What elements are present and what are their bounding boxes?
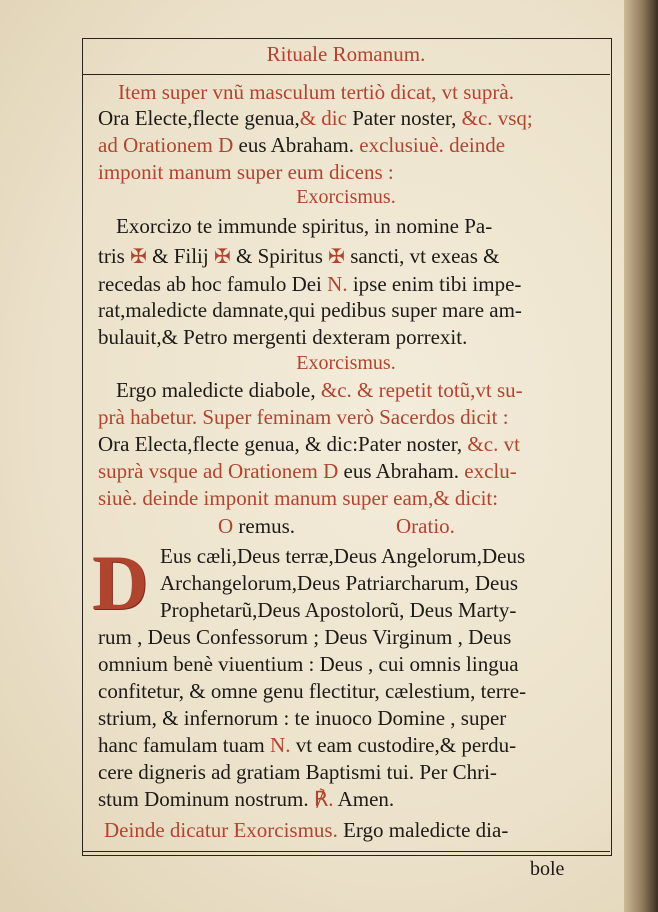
para1-line-4: imponit manum super eum dicens : <box>98 160 394 184</box>
cross-icon: ✠ <box>328 246 345 268</box>
para3-line-2: prà habetur. Super feminam verò Sacerdos dicit : <box>98 405 509 429</box>
prayer-line-10: stum Dominum nostrum. ℟. Amen. <box>98 787 395 811</box>
para2-line-4: rat,maledicte damnate,qui pedibus super mare am- <box>98 298 522 322</box>
oratio-label: Oratio. <box>396 514 455 538</box>
running-header: Rituale Romanum. <box>266 42 426 66</box>
para3-line-1: Ergo maledicte diabole, &c. & repetit totũ,vt su- <box>116 378 523 402</box>
para1-line-3: ad Orationem D eus Abraham. exclusiuè. deinde <box>98 133 506 157</box>
exorcismus-heading-2: Exorcismus. <box>296 352 396 374</box>
para3-line-5: siuè. deinde imponit manum super eam,& dicit: <box>98 486 499 510</box>
para2-line-3: recedas ab hoc famulo Dei N. ipse enim tibi impe- <box>98 272 522 296</box>
drop-cap-initial: D <box>92 539 149 626</box>
final-line: Deinde dicatur Exorcismus. Ergo maledicte dia- <box>104 818 509 842</box>
para3-line-4: suprà vsque ad Orationem D eus Abraham. exclu- <box>98 459 517 483</box>
prayer-line-2: Archangelorum,Deus Patriarcharum, Deus <box>160 571 519 595</box>
prayer-line-5: omnium benè viuentium : Deus , cui omnis lingua <box>98 652 519 676</box>
cross-icon: ✠ <box>213 246 231 268</box>
para2-line-2: tris ✠ & Filij ✠ & Spiritus ✠ sancti, vt exeas & <box>98 244 500 268</box>
para2-line-5: bulauit,& Petro mergenti dexteram porrexit. <box>98 325 468 349</box>
para1-line-2: Ora Electe,flecte genua,& dic Pater noster, &c. vsq; <box>98 106 533 130</box>
prayer-line-6: confitetur, & omne genu flectitur, cælestium, terre- <box>98 679 527 703</box>
catchword: bole <box>530 858 565 880</box>
para2-line-1: Exorcizo te immunde spiritus, in nomine Pa- <box>116 214 493 238</box>
prayer-line-8: hanc famulam tuam N. vt eam custodire,& perdu- <box>98 733 517 757</box>
rubric-line-1: Item super vnũ masculum tertiò dicat, vt suprà. <box>118 80 514 104</box>
prayer-line-1: Eus cæli,Deus terræ,Deus Angelorum,Deus <box>160 544 526 568</box>
cross-icon: ✠ <box>130 246 147 268</box>
exorcismus-heading-1: Exorcismus. <box>296 186 396 208</box>
oremus-label: O remus. <box>218 514 295 538</box>
prayer-line-3: Prophetarũ,Deus Apostolorũ, Deus Marty- <box>160 598 517 622</box>
prayer-line-7: strium, & infernorum : te inuoco Domine , super <box>98 706 507 730</box>
book-spine-shadow <box>624 0 658 912</box>
para3-line-3: Ora Electa,flecte genua, & dic:Pater noster, &c. vt <box>98 432 520 456</box>
prayer-line-4: rum , Deus Confessorum ; Deus Virginum , Deus <box>98 625 512 649</box>
prayer-line-9: cere digneris ad gratiam Baptismi tui. Per Chri- <box>98 760 497 784</box>
